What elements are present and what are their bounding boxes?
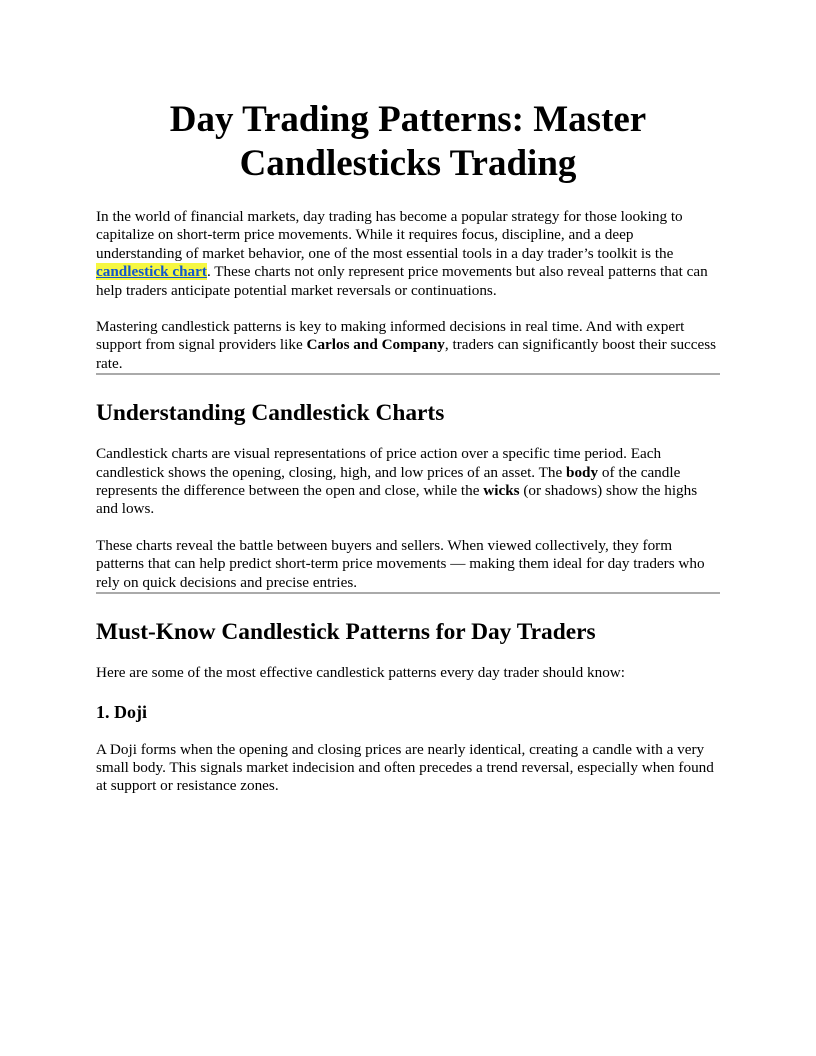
- doji-paragraph: A Doji forms when the opening and closing prices are nearly identical, creating a candle with a very small body. This signals market indecision and often precedes a trend reversal, especially when found at support or resistance zones.: [96, 740, 714, 795]
- page-title: [96, 98, 720, 186]
- definition-text-2: of the candle represents the difference between the open and close, while the: [96, 463, 681, 500]
- intro-text-before-link: In the world of financial markets, day trading has become a popular strategy for those looking to capitalize on short-term price movements. While it requires focus, discipline, and a deep understanding of market behavior, one of the most essential tools in a day trader’s toolkit is the: [96, 208, 683, 262]
- section-divider: [96, 373, 720, 375]
- page-title-line1: Day Trading Patterns: Master: [169, 99, 647, 140]
- document-page: [96, 98, 720, 796]
- definition-bold-wicks: wicks: [483, 482, 520, 500]
- definition-text-1: Candlestick charts are visual representations of price action over a specific time period. Each candlestick shows the opening, closing, high, and low prices of an asset. The: [96, 445, 662, 481]
- battle-paragraph: These charts reveal the battle between buyers and sellers. When viewed collectively, they form patterns that can help predict short-term price movements — making them ideal for day traders who rely on quick decisions and precise entries.: [96, 536, 705, 591]
- support-paragraph: [96, 318, 720, 373]
- patterns-intro-paragraph: Here are some of the most effective candlestick patterns every day trader should know:: [96, 664, 625, 682]
- intro-text-after-link: . These charts not only represent price movements but also reveal patterns that can help traders anticipate potential market reversals or continuations.: [96, 263, 708, 299]
- section-divider: [96, 592, 720, 594]
- definition-text-3: (or shadows) show the highs and lows.: [96, 482, 698, 518]
- candlestick-definition-paragraph: [96, 445, 720, 519]
- page-title-line2: Candlesticks Trading: [239, 143, 577, 184]
- section-heading-patterns: Must-Know Candlestick Patterns for Day Traders: [96, 619, 596, 646]
- support-text-before: Mastering candlestick patterns is key to making informed decisions in real time. And with expert support from signal providers like: [96, 318, 685, 354]
- provider-name: Carlos and Company: [306, 336, 445, 354]
- candlestick-chart-link[interactable]: candlestick chart: [96, 263, 207, 281]
- intro-paragraph: [96, 208, 720, 300]
- definition-bold-body: body: [566, 463, 599, 481]
- section-heading-understanding: Understanding Candlestick Charts: [96, 400, 445, 427]
- doji-heading: 1. Doji: [96, 701, 147, 722]
- support-text-after: , traders can significantly boost their success rate.: [96, 336, 717, 372]
